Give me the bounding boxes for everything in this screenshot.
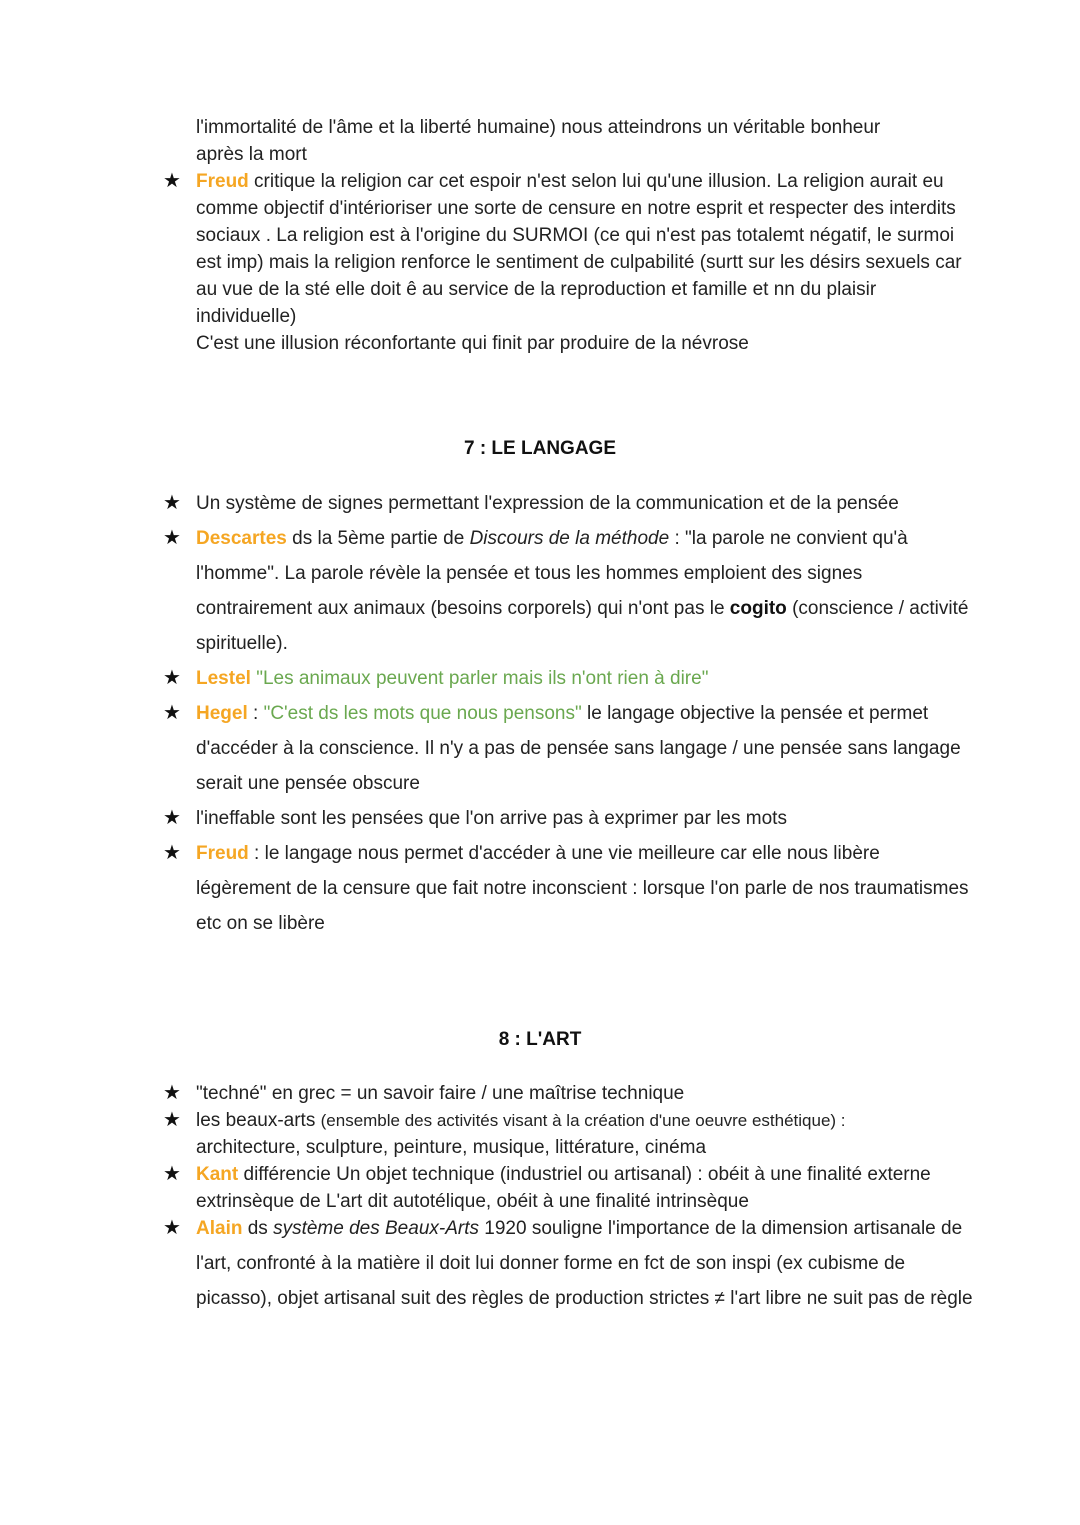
quote: "Les animaux peuvent parler mais ils n'ont rien à dire" (250, 668, 709, 689)
freud-conclusion: C'est une illusion réconfortante qui finit par produire de la névrose (196, 333, 749, 354)
continued-paragraph: l'immortalité de l'âme et la liberté humaine) nous atteindrons un véritable bonheur après la mort (196, 117, 881, 165)
star-bullet-icon: ★ (163, 492, 181, 514)
kant-bullet: ★ Kant différencie Un objet technique (industriel ou artisanal) : obéit à une finalité externe extrinsèque de L'art dit autotélique, obéit à une finalité intrinsèque (163, 1163, 931, 1212)
star-bullet-icon: ★ (163, 702, 181, 724)
alain-bullet: ★ Alain ds système des Beaux-Arts 1920 souligne l'importance de la dimension artisanale de l'art, confronté à la matière il doit lui donner forme en fct de son inspi (ex cubisme de picasso), objet artisanal suit des règles de production strictes ≠ l'art libre ne suit pas de règle (0, 1211, 1080, 1316)
section-8-body (0, 1080, 1080, 1316)
author-name: Hegel (196, 703, 248, 724)
quote: "C'est ds les mots que nous pensons" (263, 703, 582, 724)
star-bullet-icon: ★ (163, 842, 181, 864)
author-name: Lestel (196, 668, 251, 689)
work-title: Discours de la méthode (469, 528, 670, 549)
freud-religion-bullet: ★ Freud critique la religion car cet espoir n'est selon lui qu'une illusion. La religion aurait eu comme objectif d'intérioriser une sorte de censure en notre esprit et respecter des interdits sociaux . La religion est à l'origine du SURMOI (ce qui n'est pas totalemt négatif, le surmoi est imp) mais la religion renforce le sentiment de culpabilité (surtt sur les désirs sexuels car au vue de la sté elle doit ê au service de la reproduction et famille et nn du plaisir individuelle) C'est une illusion réconfortante qui finit par produire de la névrose (0, 168, 1080, 357)
keyword: cogito (729, 598, 787, 619)
lestel-bullet (0, 661, 1080, 696)
section-7-body (0, 486, 1080, 941)
section-8-heading: 8 : L'ART (498, 1029, 582, 1050)
techne-bullet: ★ "techné" en grec = un savoir faire / une maîtrise technique (0, 1080, 1080, 1107)
star-bullet-icon: ★ (163, 1163, 181, 1185)
section-7-heading: 7 : LE LANGAGE (463, 438, 616, 459)
language-definition-bullet: ★ Un système de signes permettant l'expression de la communication et de la pensée (0, 486, 1080, 521)
star-bullet-icon: ★ (163, 1217, 181, 1239)
star-bullet-icon: ★ (163, 807, 181, 829)
ineffable-bullet: ★ l'ineffable sont les pensées que l'on arrive pas à exprimer par les mots (0, 801, 1080, 836)
star-bullet-icon: ★ (163, 667, 181, 689)
author-name: Alain (196, 1218, 243, 1239)
star-bullet-icon: ★ (163, 527, 181, 549)
descartes-bullet: ★ Descartes ds la 5ème partie de Discours de la méthode : "la parole ne convient qu'à l'homme". La parole révèle la pensée et tous les hommes emploient des signes contrairement aux animaux (besoins corporels) qui n'ont pas le cogito (conscience / activité spirituelle). (0, 521, 1080, 661)
author-name: Freud (196, 843, 249, 864)
beaux-arts-bullet: ★ les beaux-arts (ensemble des activités visant à la création d'une oeuvre esthétique) : architecture, sculpture, peinture, musique, littérature, cinéma (163, 1109, 846, 1158)
star-bullet-icon: ★ (163, 170, 181, 192)
work-title: système des Beaux-Arts (273, 1218, 479, 1239)
author-name: Kant (196, 1164, 239, 1185)
section-6-continuation (0, 114, 1080, 357)
freud-language-bullet: ★ Freud : le langage nous permet d'accéder à une vie meilleure car elle nous libère légèrement de la censure que fait notre inconscient : lorsque l'on parle de nos traumatismes etc on se libère (0, 836, 1080, 941)
author-name: Descartes (196, 528, 287, 549)
hegel-bullet: ★ Hegel : "C'est ds les mots que nous pensons" le langage objective la pensée et permet d'accéder à la conscience. Il n'y a pas de pensée sans langage / une pensée sans langage serait une pensée obscure (0, 696, 1080, 801)
author-name: Freud (196, 171, 249, 192)
star-bullet-icon: ★ (163, 1109, 181, 1131)
star-bullet-icon: ★ (163, 1082, 181, 1104)
